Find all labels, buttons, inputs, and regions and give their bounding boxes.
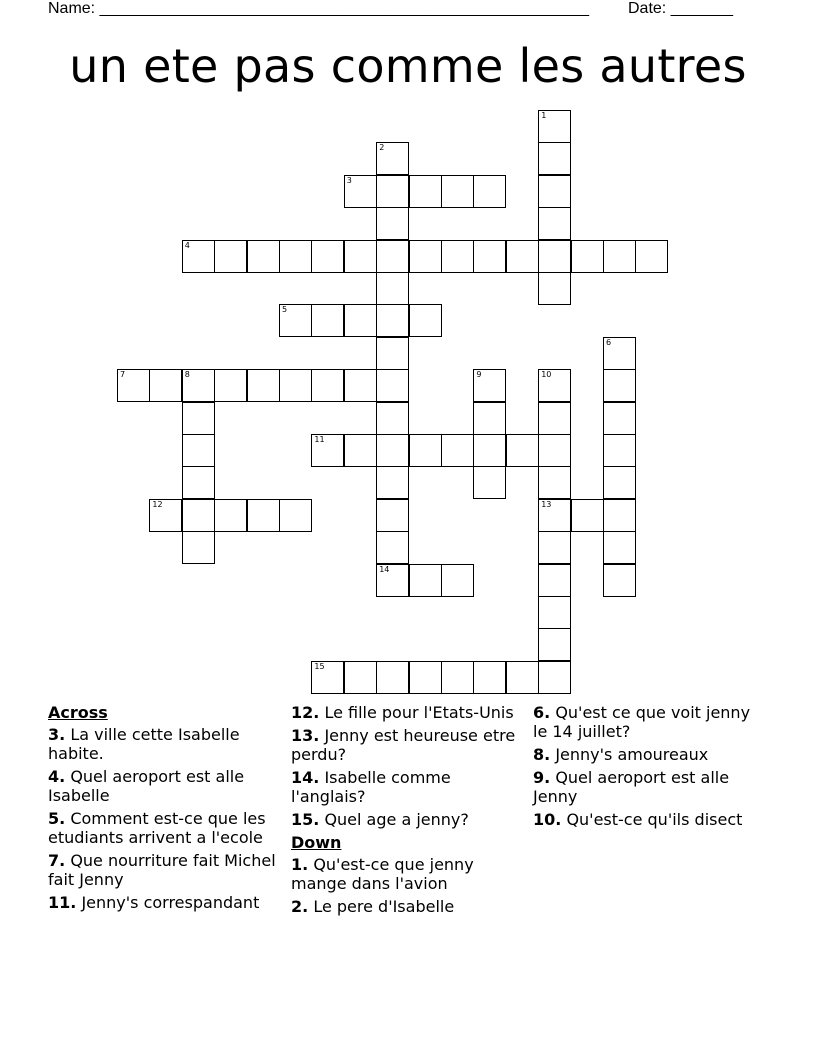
crossword-cell[interactable] [376, 434, 409, 467]
clue-number: 13 [541, 499, 552, 509]
crossword-cell[interactable] [279, 304, 312, 337]
crossword-cell[interactable] [473, 369, 506, 402]
crossword-cell[interactable] [506, 434, 539, 467]
crossword-cell[interactable] [538, 272, 571, 305]
clue-number: 9 [476, 370, 482, 380]
clue-column-1 [48, 703, 278, 916]
crossword-cell[interactable] [311, 434, 344, 467]
crossword-cell[interactable] [441, 564, 474, 597]
crossword-cell[interactable] [538, 240, 571, 273]
crossword-cell[interactable] [473, 661, 506, 694]
crossword-cell[interactable] [409, 434, 442, 467]
crossword-cell[interactable] [182, 531, 215, 564]
crossword-cell[interactable] [311, 369, 344, 402]
crossword-cell[interactable] [473, 466, 506, 499]
crossword-cell[interactable] [182, 240, 215, 273]
crossword-cell[interactable] [538, 564, 571, 597]
crossword-cell[interactable] [538, 110, 571, 143]
down-heading: Down [291, 833, 342, 852]
crossword-cell[interactable] [538, 596, 571, 629]
crossword-cell[interactable] [635, 240, 668, 273]
crossword-cell[interactable] [149, 499, 182, 532]
crossword-cell[interactable] [344, 304, 377, 337]
clue-across-11: 11. Jenny's correspandant [48, 893, 260, 912]
clue-across-13: 13. Jenny est heureuse etre perdu? [291, 726, 516, 764]
clue-number: 14 [379, 564, 390, 574]
across-heading: Across [48, 703, 108, 722]
crossword-cell[interactable] [538, 531, 571, 564]
clue-number: 4 [184, 240, 190, 250]
crossword-cell[interactable] [182, 369, 215, 402]
crossword-cell[interactable] [344, 661, 377, 694]
crossword-cell[interactable] [117, 369, 150, 402]
crossword-cell[interactable] [376, 272, 409, 305]
clue-number: 6 [606, 337, 612, 347]
crossword-cell[interactable] [182, 434, 215, 467]
crossword-cell[interactable] [376, 531, 409, 564]
clue-across-12: 12. Le fille pour l'Etats-Unis [291, 703, 514, 722]
crossword-cell[interactable] [214, 369, 247, 402]
crossword-cell[interactable] [344, 369, 377, 402]
clue-number: 8 [184, 370, 190, 380]
crossword-cell[interactable] [473, 434, 506, 467]
crossword-cell[interactable] [247, 369, 280, 402]
crossword-cell[interactable] [182, 466, 215, 499]
clue-across-4: 4. Quel aeroport est alle Isabelle [48, 767, 245, 805]
crossword-cell[interactable] [149, 369, 182, 402]
crossword-cell[interactable] [538, 628, 571, 661]
crossword-cell[interactable] [473, 175, 506, 208]
crossword-cell[interactable] [344, 434, 377, 467]
crossword-cell[interactable] [311, 661, 344, 694]
clue-number: 7 [120, 370, 126, 380]
clue-column-2 [291, 703, 516, 920]
crossword-cell[interactable] [376, 661, 409, 694]
clue-number: 1 [541, 111, 547, 120]
crossword-cell[interactable] [376, 564, 409, 597]
crossword-cell[interactable] [441, 175, 474, 208]
crossword-cell[interactable] [473, 402, 506, 435]
crossword-cell[interactable] [376, 337, 409, 370]
crossword-cell[interactable] [376, 240, 409, 273]
crossword-cell[interactable] [214, 240, 247, 273]
crossword-cell[interactable] [538, 142, 571, 175]
crossword-cell[interactable] [603, 369, 636, 402]
crossword-cell[interactable] [603, 499, 636, 532]
crossword-cell[interactable] [344, 175, 377, 208]
crossword-cell[interactable] [441, 661, 474, 694]
name-field[interactable]: Name: _______________________________________________________ [48, 0, 589, 17]
clue-across-14: 14. Isabelle comme l'anglais? [291, 768, 451, 806]
crossword-cell[interactable] [311, 304, 344, 337]
clue-number: 2 [379, 143, 385, 153]
crossword-cell[interactable] [538, 369, 571, 402]
crossword-cell[interactable] [603, 337, 636, 370]
crossword-cell[interactable] [603, 564, 636, 597]
crossword-cell[interactable] [376, 466, 409, 499]
clue-across-3: 3. La ville cette Isabelle habite. [48, 725, 240, 763]
crossword-cell[interactable] [409, 240, 442, 273]
crossword-cell[interactable] [279, 369, 312, 402]
clue-column-3 [533, 703, 768, 833]
crossword-cell[interactable] [538, 466, 571, 499]
crossword-cell[interactable] [538, 402, 571, 435]
clue-down-9: 9. Quel aeroport est alle Jenny [533, 768, 730, 806]
clue-down-2: 2. Le pere d'Isabelle [291, 897, 455, 916]
clue-across-15: 15. Quel age a jenny? [291, 810, 469, 829]
crossword-cell[interactable] [279, 499, 312, 532]
crossword-cell[interactable] [376, 402, 409, 435]
crossword-cell[interactable] [247, 499, 280, 532]
crossword-cell[interactable] [603, 240, 636, 273]
crossword-cell[interactable] [376, 142, 409, 175]
clue-down-6: 6. Qu'est ce que voit jenny le 14 juillet? [533, 703, 751, 741]
clue-number: 10 [541, 370, 552, 380]
crossword-cell[interactable] [603, 402, 636, 435]
crossword-cell[interactable] [376, 175, 409, 208]
date-field[interactable]: Date: _______ [628, 0, 733, 17]
clue-number: 12 [152, 499, 163, 509]
crossword-cell[interactable] [538, 499, 571, 532]
crossword-cell[interactable] [182, 402, 215, 435]
crossword-cell[interactable] [214, 499, 247, 532]
clue-number: 15 [314, 661, 325, 671]
crossword-cell[interactable] [311, 240, 344, 273]
page-title: un ete pas comme les autres [69, 39, 747, 93]
crossword-cell[interactable] [441, 240, 474, 273]
crossword-cell[interactable] [376, 369, 409, 402]
crossword-cell[interactable] [441, 434, 474, 467]
crossword-cell[interactable] [603, 531, 636, 564]
crossword-cell[interactable] [571, 499, 604, 532]
clue-down-10: 10. Qu'est-ce qu'ils disect [533, 810, 743, 829]
crossword-cell[interactable] [571, 240, 604, 273]
crossword-cell[interactable] [344, 240, 377, 273]
crossword-cell[interactable] [603, 466, 636, 499]
crossword-cell[interactable] [538, 661, 571, 694]
crossword-cell[interactable] [538, 175, 571, 208]
clue-across-7: 7. Que nourriture fait Michel fait Jenny [48, 851, 276, 889]
crossword-cell[interactable] [376, 304, 409, 337]
crossword-cell[interactable] [182, 499, 215, 532]
crossword-cell[interactable] [409, 564, 442, 597]
crossword-cell[interactable] [473, 240, 506, 273]
crossword-cell[interactable] [538, 207, 571, 240]
crossword-cell[interactable] [409, 304, 442, 337]
crossword-cell[interactable] [409, 661, 442, 694]
clue-number: 11 [314, 435, 325, 444]
crossword-cell[interactable] [538, 434, 571, 467]
clue-number: 3 [346, 175, 352, 185]
crossword-cell[interactable] [279, 240, 312, 273]
crossword-cell[interactable] [376, 499, 409, 532]
clue-down-8: 8. Jenny's amoureaux [533, 745, 709, 764]
crossword-cell[interactable] [506, 661, 539, 694]
crossword-cell[interactable] [409, 175, 442, 208]
clue-across-5: 5. Comment est-ce que les etudiants arrivent a l'ecole [48, 809, 266, 847]
crossword-cell[interactable] [376, 207, 409, 240]
clue-down-1: 1. Qu'est-ce que jenny mange dans l'avion [291, 855, 474, 893]
crossword-cell[interactable] [506, 240, 539, 273]
clue-number: 5 [282, 305, 288, 315]
crossword-cell[interactable] [603, 434, 636, 467]
crossword-cell[interactable] [247, 240, 280, 273]
